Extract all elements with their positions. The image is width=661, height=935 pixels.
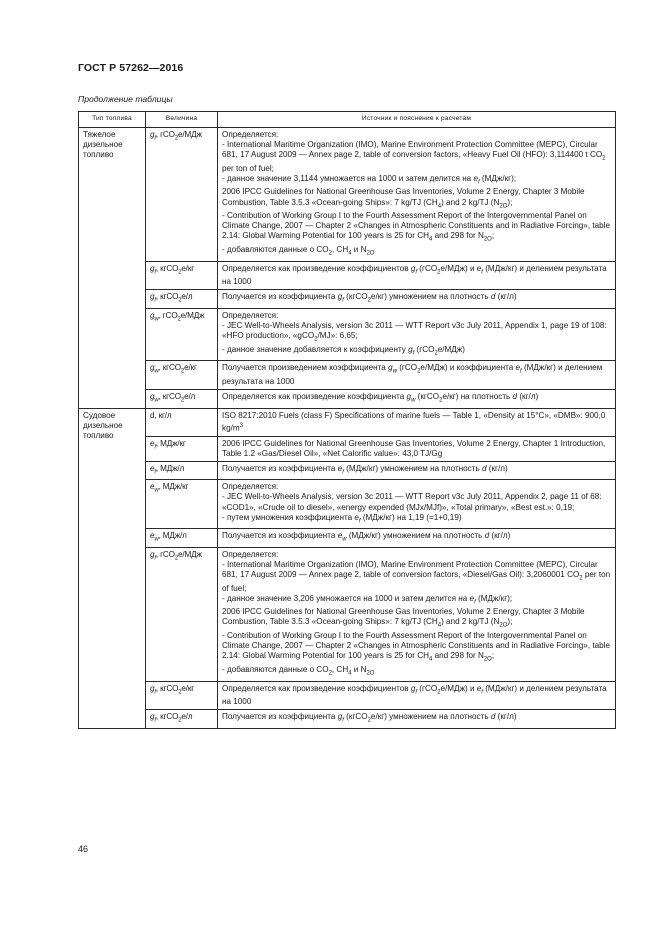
- description-line: Получается из коэффициента $e_w$ (МДж/кг) умножением на плотность d (кг/л): [222, 531, 511, 543]
- column-header-fuel-type: Тип топлива: [79, 112, 146, 128]
- fuel-factors-table: [78, 111, 616, 729]
- column-header-source: Источник и пояснение к расчетам: [218, 112, 616, 128]
- table-header-row: [79, 112, 616, 128]
- description-line: - данное значение 3,206 умножается на 1000 и затем делится на $e_f$ (МДж/кг);: [222, 593, 513, 606]
- quantity-cell: $g_w$, кгCO$_2$е/кг: [146, 361, 218, 390]
- table-continuation-label: Продолжение таблицы: [78, 94, 173, 104]
- quantity-cell: $g_f$, кгCO$_2$е/л: [146, 290, 218, 309]
- quantity-cell: d, кг/л: [146, 408, 218, 436]
- table-row: [79, 309, 616, 361]
- description-line: 2006 IPCC Guidelines for National Greenhouse Gas Inventories, Volume 2 Energy, Chapter 1 Introduction, Table 1.2 «Gas/Diesel Oil», «Net Calorific value»: 43,0 TJ/Gg: [222, 438, 606, 458]
- source-description-cell: [218, 681, 616, 710]
- table-row: [79, 710, 616, 729]
- quantity-cell: $g_f$, кгCO$_2$е/л: [146, 710, 218, 729]
- source-description-cell: [218, 128, 616, 262]
- description-line: - JEC Well-to-Wheels Analysis, version 3c 2011 — WTT Report v3c July 2011, Appendix 1, page 19 of 108: «HFO production», «gCO$_2$/MJ»: 6,65;: [222, 321, 607, 343]
- quantity-cell: $g_f$, гCO$_2$е/МДж: [146, 547, 218, 681]
- table-row: [79, 529, 616, 548]
- table-row: [79, 408, 616, 436]
- description-line: Определяется как произведение коэффициента $g_w$ (кгCO$_2$е/кг) на плотность d (кг/л): [222, 392, 539, 404]
- description-line: 2006 IPCC Guidelines for National Greenhouse Gas Inventories, Volume 2 Energy, Chapter 3 Mobile Combustion, Table 3.5.3 «Ocean-going Ships»: 7 kg/TJ $(CH_4)$ and 2 kg/TJ $(N_{2O})$;: [222, 187, 585, 210]
- description-line: Определяется:: [222, 130, 279, 139]
- source-description-cell: [218, 480, 616, 529]
- table-row: [79, 290, 616, 309]
- quantity-cell: $g_f$, гCO$_2$е/МДж: [146, 128, 218, 262]
- description-line: Получается из коэффициента $e_f$ (МДж/кг) умножением на плотность d (кг/л): [222, 463, 508, 476]
- fuel-type-cell: Тяжелое дизельное топливо: [79, 128, 146, 409]
- source-description-cell: [218, 309, 616, 361]
- table-row: [79, 128, 616, 262]
- description-line: - данное значение 3,1144 умножается на 1000 и затем делится на $e_f$ (МДж/кг);: [222, 173, 517, 186]
- description-line: Определяется:: [222, 482, 279, 492]
- description-line: Получается произведением коэффициента $g_w$ (гCO$_2$е/МДж) и коэффициента $e_f$ (МДж/кг) и делением результата на 1000: [222, 363, 603, 387]
- table-body: [79, 128, 616, 729]
- description-line: - Contribution of Working Group I to the Fourth Assessment Report of the Intergovernmental Panel on Climate Change, 2007 — Chapter 2 «Changes in Atmospheric Constituents and in Radiative Forcing», table 2.14: Global Warming Potential for 100 years is 25 for $CH_4$ and 298 for $N_{2O}$;: [222, 631, 610, 663]
- table-row: [79, 261, 616, 290]
- source-description-cell: [218, 547, 616, 681]
- table-row: [79, 461, 616, 480]
- description-line: - JEC Well-to-Wheels Analysis, version 3c 2011 — WTT Report v3c July 2011, Appendix 2, page 11 of 68: «COD1», «Crude oil to diesel», «energy expended (MJx/MJf)», «Total primary», «Best est.»: 0,19;: [222, 492, 602, 512]
- description-line: Получается из коэффициента $g_f$ (кгCO$_2$е/кг) умножением на плотность d (кг/л): [222, 712, 517, 724]
- quantity-cell: $g_f$, кгCO$_2$е/кг: [146, 681, 218, 710]
- quantity-cell: $e_w$, МДж/л: [146, 529, 218, 548]
- description-line: - данное значение добавляется к коэффициенту $g_f$ (гCO$_2$е/МДж): [222, 344, 465, 357]
- table-row: [79, 681, 616, 710]
- source-description-cell: [218, 436, 616, 461]
- source-description-cell: [218, 529, 616, 548]
- description-line: Определяется:: [222, 549, 279, 559]
- description-line: - International Maritime Organization (IMO), Marine Environment Protection Committee (MEPC), Circular 681, 17 August 2009 — Annex page 2, table of conversion factors, «Diesel/Gas Oil): 3,2060001 $CO_2$ per ton of fuel;: [222, 559, 611, 593]
- source-description-cell: [218, 390, 616, 409]
- description-line: - путем умножения коэффициента $e_f$ (МДж/кг) на 1,19 (=1+0,19): [222, 512, 462, 525]
- description-line: - добавляются данные о $CO_2$, $CH_4$ и $N_{2O}$: [222, 244, 375, 257]
- description-line: Получается из коэффициента $g_f$ (кгCO$_2$е/кг) умножением на плотность d (кг/л): [222, 292, 517, 304]
- table-row: [79, 547, 616, 681]
- quantity-cell: $g_w$, гCO$_2$е/МДж: [146, 309, 218, 361]
- source-description-cell: [218, 461, 616, 480]
- table-row: [79, 361, 616, 390]
- source-description-cell: [218, 710, 616, 729]
- source-description-cell: [218, 361, 616, 390]
- description-line: 2006 IPCC Guidelines for National Greenhouse Gas Inventories, Volume 2 Energy, Chapter 3 Mobile Combustion, Table 3.5.3 «Ocean-going Ships»: 7 kg/TJ $(CH_4)$ and 2 kg/TJ $(N_{2O})$;: [222, 607, 585, 630]
- description-line: ISO 8217:2010 Fuels (class F) Specifications of marine fuels — Table 1, «Density at 15°C», «DMB»: 900,0 $kg/m^3$: [222, 410, 606, 433]
- description-line: Определяется:: [222, 311, 279, 321]
- description-line: - добавляются данные о $CO_2$, $CH_4$ и $N_{2O}$: [222, 664, 375, 677]
- table-row: [79, 436, 616, 461]
- description-line: - International Maritime Organization (IMO), Marine Environment Protection Committee (MEPC), Circular 681, 17 August 2009 — Annex page 2, table of conversion factors, «Heavy Fuel Oil (HFO): 3,114400 t $CO_2$ per ton of fuel;: [222, 140, 606, 173]
- page-number: 46: [78, 844, 89, 854]
- quantity-cell: $g_f$, кгCO$_2$е/кг: [146, 261, 218, 290]
- column-header-quantity: Величина: [146, 112, 218, 128]
- document-title: ГОСТ Р 57262—2016: [78, 62, 184, 74]
- quantity-cell: $g_w$, кгCO$_2$е/л: [146, 390, 218, 409]
- source-description-cell: [218, 261, 616, 290]
- quantity-cell: $e_w$, МДж/кг: [146, 480, 218, 529]
- fuel-type-cell: Судовое дизельное топливо: [79, 408, 146, 728]
- quantity-cell: $e_f$, МДж/кг: [146, 436, 218, 461]
- source-description-cell: [218, 290, 616, 309]
- table-row: [79, 480, 616, 529]
- description-line: - Contribution of Working Group I to the Fourth Assessment Report of the Intergovernmental Panel on Climate Change, 2007 — Chapter 2 «Changes in Atmospheric Constituents and in Radiative Forcing», table 2.14: Global Warming Potential for 100 years is 25 for $CH_4$ and 298 for $N_{2O}$;: [222, 211, 610, 243]
- source-description-cell: [218, 408, 616, 436]
- description-line: Определяется как произведение коэффициентов $g_f$ (гCO$_2$е/МДж) и $e_f$ (МДж/кг) и делением результата на 1000: [222, 683, 607, 707]
- table-row: [79, 390, 616, 409]
- description-line: Определяется как произведение коэффициентов $g_f$ (гCO$_2$е/МДж) и $e_f$ (МДж/кг) и делением результата на 1000: [222, 263, 607, 287]
- quantity-cell: $e_f$, МДж/л: [146, 461, 218, 480]
